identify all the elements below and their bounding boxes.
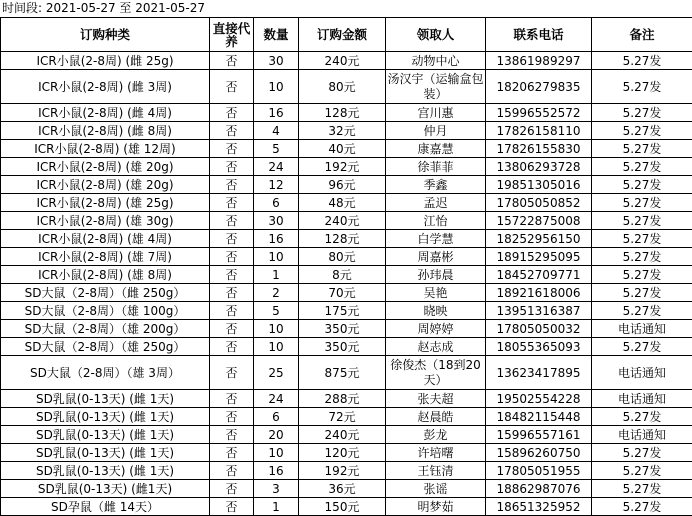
recipient-cell: 动物中心 bbox=[386, 52, 486, 70]
quantity-cell: 10 bbox=[254, 70, 299, 104]
species-cell: SD乳鼠(0-13天) (雌 1天) bbox=[1, 444, 210, 462]
amount-cell: 72元 bbox=[299, 408, 386, 426]
quantity-cell: 16 bbox=[254, 104, 299, 122]
remark-cell: 5.27发 bbox=[592, 122, 692, 140]
direct-raising-cell: 否 bbox=[210, 498, 254, 516]
amount-cell: 96元 bbox=[299, 176, 386, 194]
phone-cell: 15896260750 bbox=[486, 444, 592, 462]
remark-cell: 电话通知 bbox=[592, 320, 692, 338]
table-row bbox=[1, 390, 692, 408]
direct-raising-cell: 否 bbox=[210, 194, 254, 212]
phone-cell: 15996552572 bbox=[486, 104, 592, 122]
direct-raising-cell: 否 bbox=[210, 426, 254, 444]
remark-cell: 5.27发 bbox=[592, 408, 692, 426]
remark-cell: 5.27发 bbox=[592, 194, 692, 212]
species-cell: ICR小鼠(2-8周) (雌 25g) bbox=[1, 52, 210, 70]
table-row bbox=[1, 140, 692, 158]
direct-raising-cell: 否 bbox=[210, 158, 254, 176]
recipient-cell: 汤汉宇（运输盒包装） bbox=[386, 70, 486, 104]
species-cell: ICR小鼠(2-8周) (雄 12周) bbox=[1, 140, 210, 158]
table-row bbox=[1, 158, 692, 176]
phone-cell: 19502554228 bbox=[486, 390, 592, 408]
quantity-cell: 6 bbox=[254, 408, 299, 426]
quantity-cell: 10 bbox=[254, 338, 299, 356]
quantity-cell: 5 bbox=[254, 302, 299, 320]
recipient-cell: 彭龙 bbox=[386, 426, 486, 444]
direct-raising-cell: 否 bbox=[210, 284, 254, 302]
phone-cell: 17826158110 bbox=[486, 122, 592, 140]
direct-raising-cell: 否 bbox=[210, 266, 254, 284]
table-row bbox=[1, 338, 692, 356]
remark-cell: 5.27发 bbox=[592, 302, 692, 320]
phone-cell: 18452709771 bbox=[486, 266, 592, 284]
quantity-cell: 12 bbox=[254, 176, 299, 194]
remark-cell: 电话通知 bbox=[592, 356, 692, 390]
quantity-cell: 25 bbox=[254, 356, 299, 390]
phone-cell: 18252956150 bbox=[486, 230, 592, 248]
species-cell: SD乳鼠(0-13天) (雌 1天) bbox=[1, 462, 210, 480]
quantity-cell: 1 bbox=[254, 498, 299, 516]
phone-cell: 15722875008 bbox=[486, 212, 592, 230]
remark-cell: 5.27发 bbox=[592, 52, 692, 70]
amount-cell: 48元 bbox=[299, 194, 386, 212]
direct-raising-cell: 否 bbox=[210, 480, 254, 498]
remark-cell: 5.27发 bbox=[592, 158, 692, 176]
table-row bbox=[1, 320, 692, 338]
table-row bbox=[1, 408, 692, 426]
recipient-cell: 白学慧 bbox=[386, 230, 486, 248]
species-cell: ICR小鼠(2-8周) (雄 20g) bbox=[1, 158, 210, 176]
remark-cell: 电话通知 bbox=[592, 426, 692, 444]
recipient-cell: 明梦茹 bbox=[386, 498, 486, 516]
remark-cell: 5.27发 bbox=[592, 480, 692, 498]
species-cell: ICR小鼠(2-8周) (雄 25g) bbox=[1, 194, 210, 212]
phone-cell: 18651325952 bbox=[486, 498, 592, 516]
direct-raising-cell: 否 bbox=[210, 320, 254, 338]
table-row bbox=[1, 284, 692, 302]
phone-cell: 15996557161 bbox=[486, 426, 592, 444]
header-recipient: 领取人 bbox=[386, 18, 486, 52]
recipient-cell: 赵晨皓 bbox=[386, 408, 486, 426]
phone-cell: 17805050852 bbox=[486, 194, 592, 212]
phone-cell: 18915295095 bbox=[486, 248, 592, 266]
species-cell: ICR小鼠(2-8周) (雄 4周) bbox=[1, 230, 210, 248]
table-row bbox=[1, 302, 692, 320]
species-cell: ICR小鼠(2-8周) (雄 8周) bbox=[1, 266, 210, 284]
recipient-cell: 张夫超 bbox=[386, 390, 486, 408]
direct-raising-cell: 否 bbox=[210, 176, 254, 194]
quantity-cell: 30 bbox=[254, 52, 299, 70]
recipient-cell: 徐菲菲 bbox=[386, 158, 486, 176]
direct-raising-cell: 否 bbox=[210, 52, 254, 70]
direct-raising-cell: 否 bbox=[210, 248, 254, 266]
table-row bbox=[1, 480, 692, 498]
species-cell: SD大鼠（2-8周）（雄 250g） bbox=[1, 338, 210, 356]
amount-cell: 80元 bbox=[299, 70, 386, 104]
remark-cell: 5.27发 bbox=[592, 444, 692, 462]
quantity-cell: 10 bbox=[254, 444, 299, 462]
amount-cell: 40元 bbox=[299, 140, 386, 158]
species-cell: SD孕鼠（雌 14天） bbox=[1, 498, 210, 516]
quantity-cell: 4 bbox=[254, 122, 299, 140]
remark-cell: 5.27发 bbox=[592, 498, 692, 516]
phone-cell: 18206279835 bbox=[486, 70, 592, 104]
amount-cell: 128元 bbox=[299, 104, 386, 122]
table-row bbox=[1, 52, 692, 70]
amount-cell: 288元 bbox=[299, 390, 386, 408]
recipient-cell: 江怡 bbox=[386, 212, 486, 230]
direct-raising-cell: 否 bbox=[210, 390, 254, 408]
direct-raising-cell: 否 bbox=[210, 70, 254, 104]
species-cell: SD大鼠（2-8周）（雄 100g） bbox=[1, 302, 210, 320]
header-species: 订购种类 bbox=[1, 18, 210, 52]
recipient-cell: 宫川惠 bbox=[386, 104, 486, 122]
recipient-cell: 徐俊杰（18到20天） bbox=[386, 356, 486, 390]
direct-raising-cell: 否 bbox=[210, 338, 254, 356]
direct-raising-cell: 否 bbox=[210, 230, 254, 248]
species-cell: ICR小鼠(2-8周) (雌 3周) bbox=[1, 70, 210, 104]
table-row bbox=[1, 122, 692, 140]
direct-raising-cell: 否 bbox=[210, 302, 254, 320]
remark-cell: 5.27发 bbox=[592, 70, 692, 104]
recipient-cell: 赵志成 bbox=[386, 338, 486, 356]
recipient-cell: 孙玮晨 bbox=[386, 266, 486, 284]
recipient-cell: 许培曙 bbox=[386, 444, 486, 462]
species-cell: ICR小鼠(2-8周) (雌 8周) bbox=[1, 122, 210, 140]
phone-cell: 17826155830 bbox=[486, 140, 592, 158]
table-row bbox=[1, 194, 692, 212]
quantity-cell: 5 bbox=[254, 140, 299, 158]
remark-cell: 5.27发 bbox=[592, 266, 692, 284]
direct-raising-cell: 否 bbox=[210, 140, 254, 158]
species-cell: SD大鼠（2-8周）（雄 200g） bbox=[1, 320, 210, 338]
quantity-cell: 10 bbox=[254, 248, 299, 266]
remark-cell: 5.27发 bbox=[592, 338, 692, 356]
header-phone: 联系电话 bbox=[486, 18, 592, 52]
recipient-cell: 晓映 bbox=[386, 302, 486, 320]
quantity-cell: 1 bbox=[254, 266, 299, 284]
amount-cell: 240元 bbox=[299, 212, 386, 230]
quantity-cell: 30 bbox=[254, 212, 299, 230]
table-row bbox=[1, 212, 692, 230]
header-amount: 订购金额 bbox=[299, 18, 386, 52]
species-cell: SD大鼠（2-8周）（雄 3周） bbox=[1, 356, 210, 390]
recipient-cell: 季鑫 bbox=[386, 176, 486, 194]
remark-cell: 5.27发 bbox=[592, 248, 692, 266]
table-row bbox=[1, 462, 692, 480]
amount-cell: 192元 bbox=[299, 158, 386, 176]
table-row bbox=[1, 266, 692, 284]
date-range-label: 时间段: 2021-05-27 至 2021-05-27 bbox=[2, 0, 205, 17]
quantity-cell: 2 bbox=[254, 284, 299, 302]
order-table bbox=[0, 17, 692, 516]
amount-cell: 80元 bbox=[299, 248, 386, 266]
phone-cell: 18055365093 bbox=[486, 338, 592, 356]
remark-cell: 5.27发 bbox=[592, 212, 692, 230]
amount-cell: 8元 bbox=[299, 266, 386, 284]
species-cell: SD乳鼠(0-13天) (雌 1天) bbox=[1, 408, 210, 426]
table-row bbox=[1, 104, 692, 122]
amount-cell: 36元 bbox=[299, 480, 386, 498]
species-cell: ICR小鼠(2-8周) (雌 4周) bbox=[1, 104, 210, 122]
amount-cell: 128元 bbox=[299, 230, 386, 248]
recipient-cell: 吴艳 bbox=[386, 284, 486, 302]
remark-cell: 5.27发 bbox=[592, 462, 692, 480]
amount-cell: 240元 bbox=[299, 426, 386, 444]
table-row bbox=[1, 230, 692, 248]
phone-cell: 13623417895 bbox=[486, 356, 592, 390]
recipient-cell: 仲月 bbox=[386, 122, 486, 140]
phone-cell: 13806293728 bbox=[486, 158, 592, 176]
quantity-cell: 24 bbox=[254, 390, 299, 408]
table-row bbox=[1, 176, 692, 194]
species-cell: SD乳鼠(0-13天) (雌 1天) bbox=[1, 426, 210, 444]
amount-cell: 150元 bbox=[299, 498, 386, 516]
species-cell: SD乳鼠(0-13天) (雌 1天) bbox=[1, 390, 210, 408]
phone-cell: 17805051955 bbox=[486, 462, 592, 480]
direct-raising-cell: 否 bbox=[210, 122, 254, 140]
amount-cell: 120元 bbox=[299, 444, 386, 462]
recipient-cell: 张谣 bbox=[386, 480, 486, 498]
species-cell: ICR小鼠(2-8周) (雄 30g) bbox=[1, 212, 210, 230]
species-cell: SD乳鼠(0-13天) (雌1天) bbox=[1, 480, 210, 498]
direct-raising-cell: 否 bbox=[210, 408, 254, 426]
quantity-cell: 16 bbox=[254, 230, 299, 248]
table-row bbox=[1, 444, 692, 462]
table-row bbox=[1, 356, 692, 390]
recipient-cell: 孟迟 bbox=[386, 194, 486, 212]
species-cell: ICR小鼠(2-8周) (雄 7周) bbox=[1, 248, 210, 266]
phone-cell: 19851305016 bbox=[486, 176, 592, 194]
phone-cell: 13861989297 bbox=[486, 52, 592, 70]
direct-raising-cell: 否 bbox=[210, 212, 254, 230]
amount-cell: 350元 bbox=[299, 338, 386, 356]
quantity-cell: 6 bbox=[254, 194, 299, 212]
amount-cell: 875元 bbox=[299, 356, 386, 390]
amount-cell: 192元 bbox=[299, 462, 386, 480]
amount-cell: 240元 bbox=[299, 52, 386, 70]
phone-cell: 13951316387 bbox=[486, 302, 592, 320]
remark-cell: 5.27发 bbox=[592, 176, 692, 194]
species-cell: ICR小鼠(2-8周) (雄 20g) bbox=[1, 176, 210, 194]
header-remark: 备注 bbox=[592, 18, 692, 52]
phone-cell: 18482115448 bbox=[486, 408, 592, 426]
quantity-cell: 10 bbox=[254, 320, 299, 338]
amount-cell: 32元 bbox=[299, 122, 386, 140]
species-cell: SD大鼠（2-8周）（雌 250g） bbox=[1, 284, 210, 302]
remark-cell: 5.27发 bbox=[592, 284, 692, 302]
phone-cell: 18862987076 bbox=[486, 480, 592, 498]
amount-cell: 175元 bbox=[299, 302, 386, 320]
quantity-cell: 16 bbox=[254, 462, 299, 480]
remark-cell: 5.27发 bbox=[592, 104, 692, 122]
amount-cell: 70元 bbox=[299, 284, 386, 302]
table-row bbox=[1, 70, 692, 104]
recipient-cell: 周婷婷 bbox=[386, 320, 486, 338]
phone-cell: 18921618006 bbox=[486, 284, 592, 302]
header-direct-raising: 直接代养 bbox=[210, 18, 254, 52]
phone-cell: 17805050032 bbox=[486, 320, 592, 338]
amount-cell: 350元 bbox=[299, 320, 386, 338]
recipient-cell: 王钰清 bbox=[386, 462, 486, 480]
table-header-row bbox=[1, 18, 692, 52]
direct-raising-cell: 否 bbox=[210, 356, 254, 390]
table-row bbox=[1, 248, 692, 266]
header-quantity: 数量 bbox=[254, 18, 299, 52]
table-body bbox=[1, 52, 692, 516]
recipient-cell: 周嘉彬 bbox=[386, 248, 486, 266]
remark-cell: 5.27发 bbox=[592, 140, 692, 158]
quantity-cell: 24 bbox=[254, 158, 299, 176]
direct-raising-cell: 否 bbox=[210, 444, 254, 462]
remark-cell: 电话通知 bbox=[592, 390, 692, 408]
quantity-cell: 3 bbox=[254, 480, 299, 498]
recipient-cell: 康嘉慧 bbox=[386, 140, 486, 158]
quantity-cell: 20 bbox=[254, 426, 299, 444]
direct-raising-cell: 否 bbox=[210, 104, 254, 122]
table-row bbox=[1, 426, 692, 444]
direct-raising-cell: 否 bbox=[210, 462, 254, 480]
remark-cell: 5.27发 bbox=[592, 230, 692, 248]
